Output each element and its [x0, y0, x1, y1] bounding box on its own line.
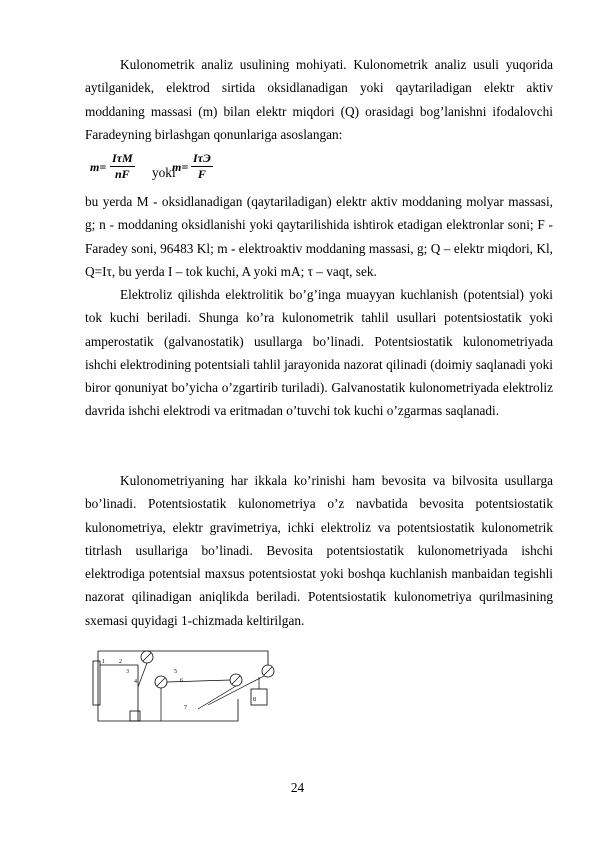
- page-number: 24: [290, 780, 305, 795]
- coulometry-setup-diagram: [88, 647, 288, 729]
- power-source: [93, 661, 100, 705]
- diagram-label-1: 1: [102, 659, 105, 665]
- paragraph-intro: Kulonometrik analiz usulining mohiyati. Kulonometrik analiz usuli yuqorida aytilganidek, elektrod sirtida oksidlanadigan yoki qaytariladigan elektr aktiv moddaning massasi (m) bilan elektr miqdori (Q) orasidagi bog’lanishni ifodalovchi Faradeyning birlashgan qonunlariga asoslangan:: [85, 57, 553, 142]
- diagram-label-2: 2: [119, 659, 122, 665]
- formula-denominator-1: nF: [114, 167, 130, 181]
- formula-lhs-1: m=: [90, 160, 107, 174]
- formula-numerator-1: IτM: [112, 151, 133, 165]
- diagram-label-7: 7: [184, 705, 187, 711]
- diagram-label-4: 4: [134, 679, 137, 685]
- formula-denominator-2: F: [197, 167, 206, 181]
- diagram-label-8: 8: [253, 697, 256, 703]
- formula-lhs-2: m=: [172, 160, 189, 174]
- formula-numerator-2: IτЭ: [193, 151, 211, 165]
- diagram-label-6: 6: [180, 678, 183, 684]
- paragraph-electrolysis: Elektroliz qilishda elektrolitik bo’g’inga muayyan kuchlanish (potentsial) yoki tok kuchi beriladi. Shunga ko’ra kulonometrik tahlil usullari potentsiostatik yoki amperostatik (galvanostatik) usullarga bo’linadi. Potentsiostatik kulonometriyada ishchi elektrodining potentsiali tahlil jarayonida nazorat qilinadi (doimiy saqlanadi yoki biror qonuniyat bo’yicha o’zgartirib turiladi). Galvanostatik kulonometriyada elektroliz davrida ishchi elektrodi va eritmadan o’tuvchi tok kuchi o’zgarmas saqlanadi.: [85, 287, 553, 419]
- diagram-label-3: 3: [126, 669, 129, 675]
- paragraph-methods: Kulonometriyaning har ikkala ko’rinishi ham bevosita va bilvosita usullarga bo’linadi. Potentsiostatik kulonometriya o’z navbatida bevosita potentsiostatik kulonometriya, elektr gravimetriya, ichki elektroliz va potentsiostatik kulonometrik titrlash usullariga bo’linadi. Bevosita potentsiostatik kulonometriyada ishchi elektrodiga potentsial maxsus potentsiostat yoki boshqa kuchlanish manbaidan tegishli nazorat qilinadigan aniqlikda beriladi. Potentsiostatik kulonometriya qurilmasining sxemasi quyidagi 1-chizmada keltirilgan.: [85, 473, 553, 628]
- diagram-label-5: 5: [174, 669, 177, 675]
- formula-connector: yoki: [152, 165, 176, 180]
- wire-top: [98, 651, 268, 665]
- electrolytic-cell: [130, 711, 140, 721]
- formula-fraction-1: [110, 151, 135, 182]
- wire-left-branch: [100, 665, 138, 721]
- paragraph-definitions: bu yerda M - oksidlanadigan (qaytariladigan) elektr aktiv moddaning molyar massasi, g; n - moddaning oksidlanishi yoki qaytarilishida ishtirok etadigan elektronlar soni; F - Faradey soni, 96483 Kl; m - elektroaktiv moddaning massasi, g; Q – elektr miqdori, Kl, Q=Iτ, bu yerda I – tok kuchi, A yoki mA; τ – vaqt, sek.: [85, 194, 553, 279]
- faraday-formula: [90, 151, 290, 187]
- formula-fraction-2: [191, 151, 213, 182]
